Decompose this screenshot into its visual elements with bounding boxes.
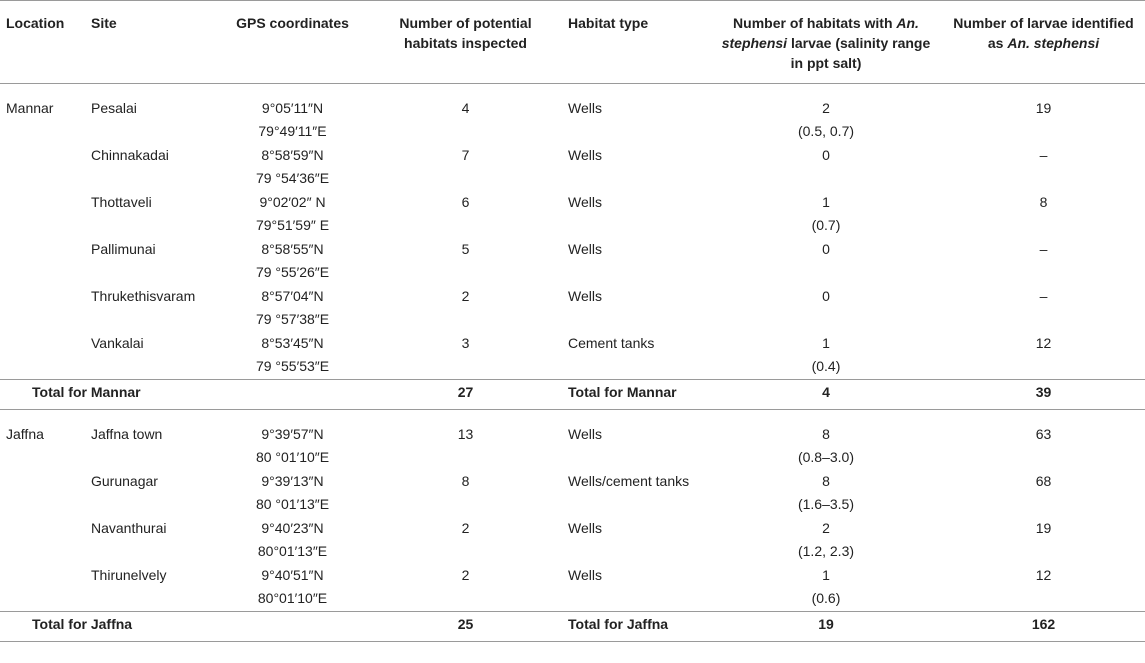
inspected-cell: 5: [461, 241, 470, 257]
gps-cell: [216, 238, 369, 285]
total-habitats: 19: [818, 616, 834, 632]
larvae-habitats-cell: [710, 238, 942, 285]
habitat-type-cell: Wells: [568, 241, 602, 257]
habitat-count: 2: [822, 100, 830, 116]
larvae-habitats-cell: [710, 144, 942, 191]
gps-longitude: 79 °55′53″E: [255, 358, 330, 374]
inspected-cell: 2: [461, 288, 470, 304]
larvae-habitats-cell: [710, 517, 942, 564]
larvae-count-cell: –: [1039, 288, 1048, 304]
location-cell: Mannar: [6, 100, 54, 116]
table-row: [0, 564, 1145, 612]
header-location: Location: [6, 15, 65, 31]
location-cell: [0, 238, 85, 285]
gps-longitude: 79°51′59″ E: [255, 217, 330, 233]
habitat-count: 1: [822, 567, 830, 583]
salinity-range: (0.6): [811, 590, 841, 606]
habitat-type-cell: Wells: [568, 100, 602, 116]
header-inspected: Number of potential habitats inspected: [399, 15, 532, 51]
gps-longitude: 79 °57′38″E: [255, 311, 330, 327]
total-inspected: 27: [457, 384, 474, 400]
header-larvae-identified: Number of larvae identified as An. stephensi: [953, 15, 1134, 51]
larvae-count-cell: 63: [1035, 426, 1052, 442]
larvae-count-cell: 68: [1035, 473, 1052, 489]
site-cell: Pesalai: [91, 100, 137, 116]
gps-cell: [216, 470, 369, 517]
header-habitats-with-larvae: Number of habitats with An. stephensi larvae (salinity range in ppt salt): [721, 15, 931, 71]
gps-cell: [216, 285, 369, 332]
site-cell: Gurunagar: [91, 473, 158, 489]
inspected-cell: 2: [461, 520, 470, 536]
salinity-range: (0.7): [811, 217, 841, 233]
gps-latitude: 9°39′57″N: [261, 426, 324, 442]
gps-latitude: 8°58′55″N: [261, 241, 324, 257]
location-cell: Jaffna: [6, 426, 44, 442]
gps-cell: [216, 332, 369, 380]
gps-latitude: 9°02′02″ N: [259, 194, 326, 210]
location-cell: [0, 285, 85, 332]
total-label: Total for Jaffna: [32, 616, 133, 632]
total-habitats: 4: [822, 384, 830, 400]
salinity-range: (0.4): [811, 358, 841, 374]
gps-latitude: 9°05′11″N: [261, 100, 324, 116]
gps-latitude: 9°40′23″N: [261, 520, 324, 536]
habitat-count: 0: [822, 147, 830, 163]
larvae-habitats-cell: [710, 84, 942, 145]
site-cell: Thottaveli: [91, 194, 152, 210]
larvae-count-cell: 19: [1035, 100, 1052, 116]
gps-latitude: 8°58′59″N: [261, 147, 324, 163]
habitat-count: 8: [822, 426, 830, 442]
table-row: [0, 517, 1145, 564]
habitat-count: 1: [822, 335, 830, 351]
gps-longitude: 79 °55′26″E: [255, 264, 330, 280]
inspected-cell: 4: [461, 100, 470, 116]
gps-longitude: 79°49′11″E: [258, 123, 327, 139]
table-row: [0, 238, 1145, 285]
inspected-cell: 3: [461, 335, 470, 351]
habitat-type-cell: Wells: [568, 194, 602, 210]
gps-cell: [216, 191, 369, 238]
gps-latitude: 8°53′45″N: [261, 335, 324, 351]
larvae-count-cell: 12: [1035, 567, 1052, 583]
total-larvae: 162: [1031, 616, 1056, 632]
total-larvae: 39: [1035, 384, 1052, 400]
gps-latitude: 9°40′51″N: [261, 567, 324, 583]
total-row: [0, 612, 1145, 642]
gps-cell: [216, 564, 369, 612]
gps-cell: [216, 84, 369, 145]
header-site: Site: [91, 15, 117, 31]
larvae-count-cell: 8: [1039, 194, 1048, 210]
gps-longitude: 80 °01′10″E: [255, 449, 330, 465]
location-cell: [0, 191, 85, 238]
larvae-count-cell: –: [1039, 241, 1048, 257]
inspected-cell: 7: [461, 147, 470, 163]
habitat-type-cell: Wells: [568, 567, 602, 583]
gps-cell: [216, 410, 369, 471]
table-row: [0, 332, 1145, 380]
habitat-type-cell: Wells: [568, 520, 602, 536]
gps-latitude: 8°57′04″N: [261, 288, 324, 304]
table-row: [0, 191, 1145, 238]
gps-latitude: 9°39′13″N: [261, 473, 324, 489]
larvae-count-cell: 19: [1035, 520, 1052, 536]
header-row: [0, 1, 1145, 84]
gps-cell: [216, 517, 369, 564]
inspected-cell: 2: [461, 567, 470, 583]
gps-longitude: 80°01′10″E: [257, 590, 328, 606]
total-inspected: 25: [457, 616, 474, 632]
inspected-cell: 6: [461, 194, 470, 210]
habitat-type-cell: Cement tanks: [568, 335, 655, 351]
total-label: Total for Mannar: [32, 384, 141, 400]
larvae-habitats-cell: [710, 332, 942, 380]
habitat-count: 2: [822, 520, 830, 536]
location-cell: [0, 144, 85, 191]
header-habitat-type: Habitat type: [568, 15, 649, 31]
habitat-type-cell: Wells: [568, 288, 602, 304]
larvae-habitats-cell: [710, 564, 942, 612]
location-cell: [0, 564, 85, 612]
table-row: [0, 410, 1145, 471]
location-cell: [0, 332, 85, 380]
header-gps: GPS coordinates: [236, 15, 349, 31]
site-cell: Pallimunai: [91, 241, 156, 257]
inspected-cell: 13: [457, 426, 474, 442]
site-cell: Thrukethisvaram: [91, 288, 196, 304]
gps-longitude: 80 °01′13″E: [255, 496, 330, 512]
larvae-count-cell: –: [1039, 147, 1048, 163]
table-row: [0, 470, 1145, 517]
gps-cell: [216, 144, 369, 191]
habitat-count: 0: [822, 288, 830, 304]
salinity-range: (0.5, 0.7): [797, 123, 855, 139]
table-row: [0, 84, 1145, 145]
site-cell: Navanthurai: [91, 520, 167, 536]
inspected-cell: 8: [461, 473, 470, 489]
total-label-2: Total for Mannar: [568, 384, 677, 400]
gps-longitude: 80°01′13″E: [257, 543, 328, 559]
table-row: [0, 144, 1145, 191]
habitat-type-cell: Wells: [568, 426, 602, 442]
location-cell: [0, 470, 85, 517]
salinity-range: (0.8–3.0): [797, 449, 855, 465]
total-label-2: Total for Jaffna: [568, 616, 669, 632]
habitat-count: 0: [822, 241, 830, 257]
salinity-range: (1.2, 2.3): [797, 543, 855, 559]
habitat-type-cell: Wells: [568, 147, 602, 163]
larvae-habitats-cell: [710, 410, 942, 471]
table-row: [0, 285, 1145, 332]
site-cell: Chinnakadai: [91, 147, 169, 163]
salinity-range: (1.6–3.5): [797, 496, 855, 512]
site-cell: Vankalai: [91, 335, 144, 351]
larvae-habitats-cell: [710, 191, 942, 238]
site-cell: Thirunelvely: [91, 567, 167, 583]
gps-longitude: 79 °54′36″E: [255, 170, 330, 186]
larvae-count-cell: 12: [1035, 335, 1052, 351]
habitat-count: 8: [822, 473, 830, 489]
location-cell: [0, 517, 85, 564]
total-row: [0, 380, 1145, 410]
habitat-count: 1: [822, 194, 830, 210]
habitat-type-cell: Wells/cement tanks: [568, 473, 690, 489]
larvae-habitats-cell: [710, 470, 942, 517]
site-cell: Jaffna town: [91, 426, 163, 442]
larvae-habitats-cell: [710, 285, 942, 332]
